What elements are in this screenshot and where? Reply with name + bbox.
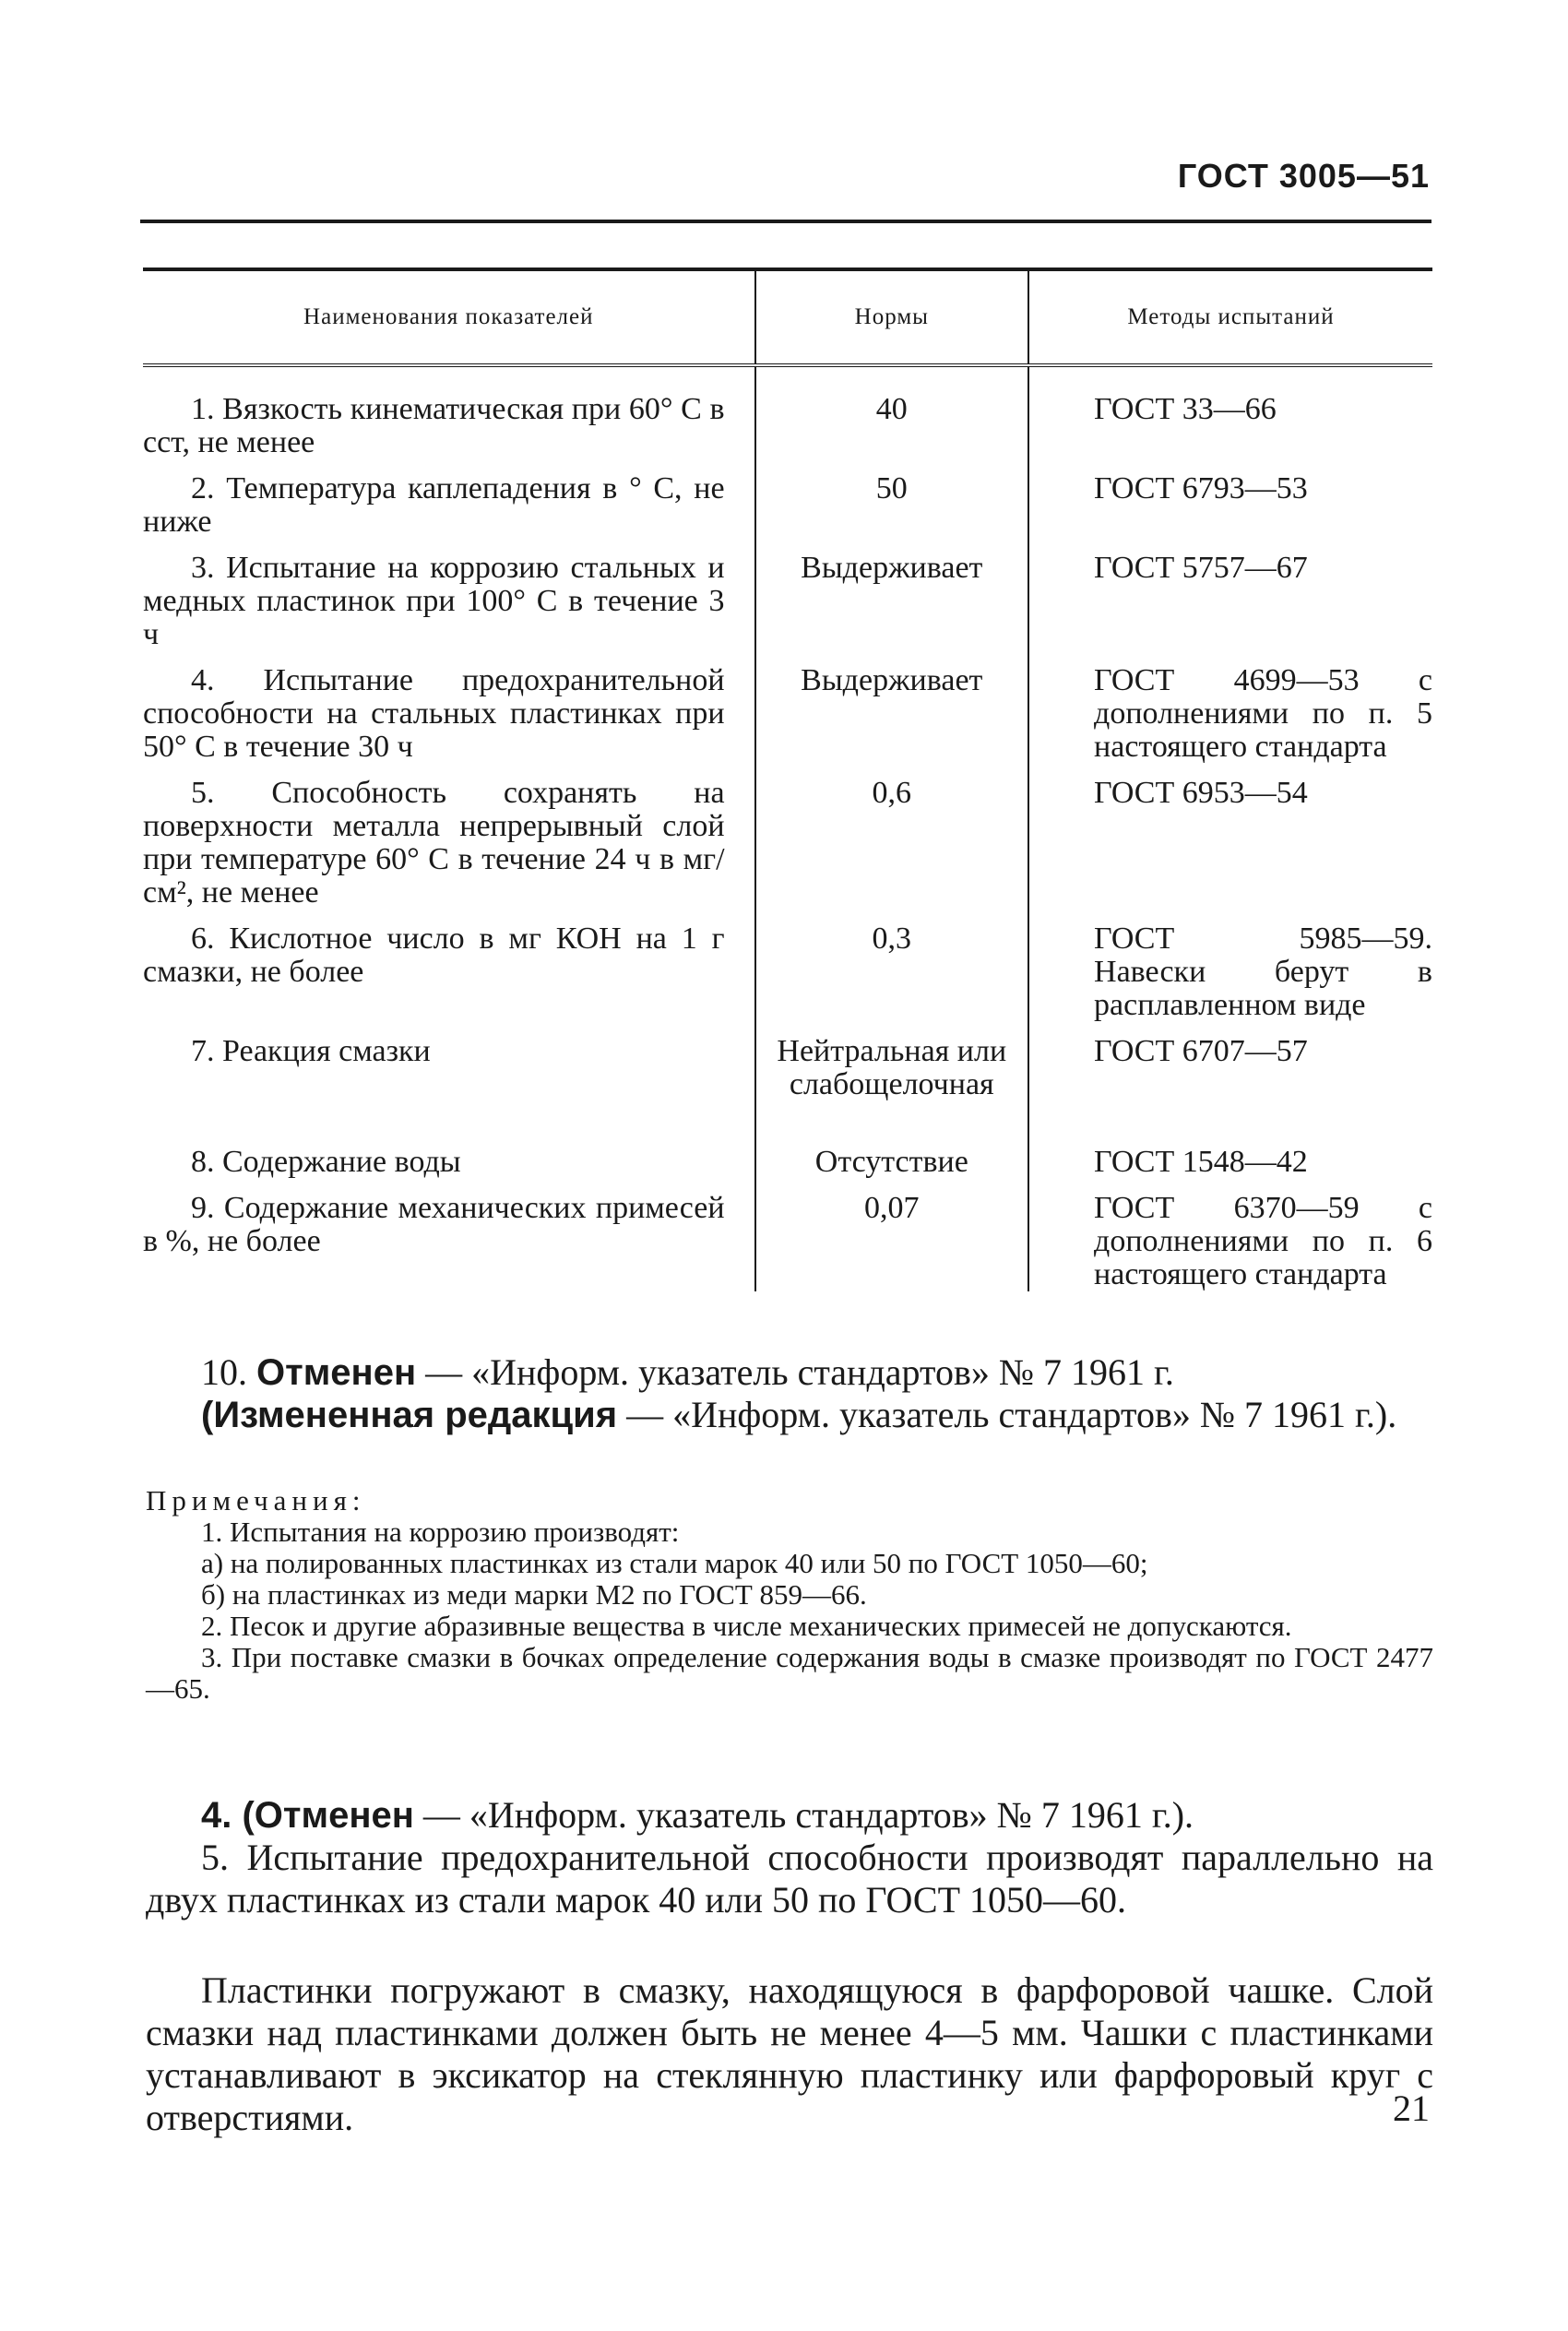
document-code: ГОСТ 3005—51 [1177,157,1430,195]
row-norm: 0,07 [755,1192,1028,1291]
row-method: ГОСТ 6793—53 [1094,471,1308,505]
item-10-reference: — «Информ. указатель стандартов» № 7 1961 г. [416,1351,1174,1393]
row-norm: 40 [755,365,1028,472]
procedure-paragraph [146,1969,1433,2139]
row-name: 2. Температура каплепадения в ° С, не ниже [143,471,725,539]
note-item: б) на пластинках из меди марки М2 по ГОСТ 859—66. [201,1578,867,1611]
table-row [143,365,1432,472]
item-10-cancelled: Отменен [256,1352,417,1393]
row-name: 6. Кислотное число в мг КОН на 1 г смазки, не более [143,922,725,989]
item-4 [146,1794,1433,1921]
header-rule [140,220,1431,223]
note-item: 1. Испытания на коррозию производят: [201,1516,680,1548]
row-norm: 0,6 [755,777,1028,922]
item-5: 5. Испытание предохранительной способности производят параллельно на двух пластинках из стали марок 40 или 50 по ГОСТ 1050—60. [146,1837,1433,1921]
row-name: 4. Испытание предохранительной способности на стальных пластинках при 50° С в течение 30 ч [143,663,725,764]
note-item: а) на полированных пластинках из стали марок 40 или 50 по ГОСТ 1050—60; [201,1547,1148,1579]
row-method: ГОСТ 6707—57 [1094,1034,1308,1068]
table-row [143,1192,1432,1291]
row-name: 9. Содержание механических примесей в %, не более [143,1191,725,1258]
column-header-name: Наименования показателей [143,269,755,365]
table-row [143,1035,1432,1146]
procedure-text: Пластинки погружают в смазку, находящуюся в фарфоровой чашке. Слой смазки над пластинками должен быть не менее 4—5 мм. Чашки с пластинками устанавливают в эксикатор на стеклянную пластинку или фарфоровый круг с отверстиями. [146,1969,1433,2138]
table-row [143,777,1432,922]
table-row [143,552,1432,664]
table-header-row [143,269,1432,365]
item-10-amended: (Измененная редакция [201,1395,618,1435]
row-method: ГОСТ 6953—54 [1094,776,1308,810]
column-header-norm: Нормы [755,269,1028,365]
column-header-method: Методы испытаний [1028,269,1432,365]
item-10-amended-reference: — «Информ. указатель стандартов» № 7 1961 г.). [617,1394,1397,1435]
row-name: 1. Вязкость кинематическая при 60° С в сст, не менее [143,392,725,459]
specification-table [143,268,1432,1291]
row-method: ГОСТ 1548—42 [1094,1145,1308,1179]
item-4-cancelled: 4. (Отменен [201,1795,414,1836]
note-item: 3. При поставке смазки в бочках определение содержания воды в смазке производят по ГОСТ 2477—65. [146,1641,1433,1705]
row-norm: Выдерживает [755,664,1028,777]
row-norm: 50 [755,472,1028,552]
row-method: ГОСТ 5985—59. Навески берут в расплавленном виде [1094,922,1432,1022]
table-row [143,472,1432,552]
row-method: ГОСТ 4699—53 с дополнениями по п. 5 настоящего стандарта [1094,663,1432,764]
notes-heading: Примечания: [146,1484,366,1516]
item-10-number: 10. [201,1351,247,1393]
row-name: 5. Способность сохранять на поверхности металла непрерывный слой при температуре 60° С в течение 24 ч в мг/см², не менее [143,776,725,910]
item-4-reference: — «Информ. указатель стандартов» № 7 1961 г.). [413,1794,1194,1836]
row-method: ГОСТ 5757—67 [1094,551,1308,585]
table-row [143,1146,1432,1192]
row-name: 3. Испытание на коррозию стальных и медных пластинок при 100° С в течение 3 ч [143,551,725,651]
row-norm: Отсутствие [755,1146,1028,1192]
note-item: 2. Песок и другие абразивные вещества в числе механических примесей не допускаются. [201,1610,1292,1642]
table-row [143,922,1432,1035]
row-norm: Выдерживает [755,552,1028,664]
row-method: ГОСТ 33—66 [1094,392,1277,426]
row-norm: 0,3 [755,922,1028,1035]
row-name: 8. Содержание воды [191,1145,461,1179]
table-row [143,664,1432,777]
row-name: 7. Реакция смазки [191,1034,431,1068]
item-10 [146,1351,1433,1436]
notes [146,1485,1433,1705]
row-norm: Нейтральная или слабощелочная [755,1035,1028,1146]
row-method: ГОСТ 6370—59 с дополнениями по п. 6 настоящего стандарта [1094,1191,1432,1291]
page-number: 21 [1393,2087,1430,2129]
